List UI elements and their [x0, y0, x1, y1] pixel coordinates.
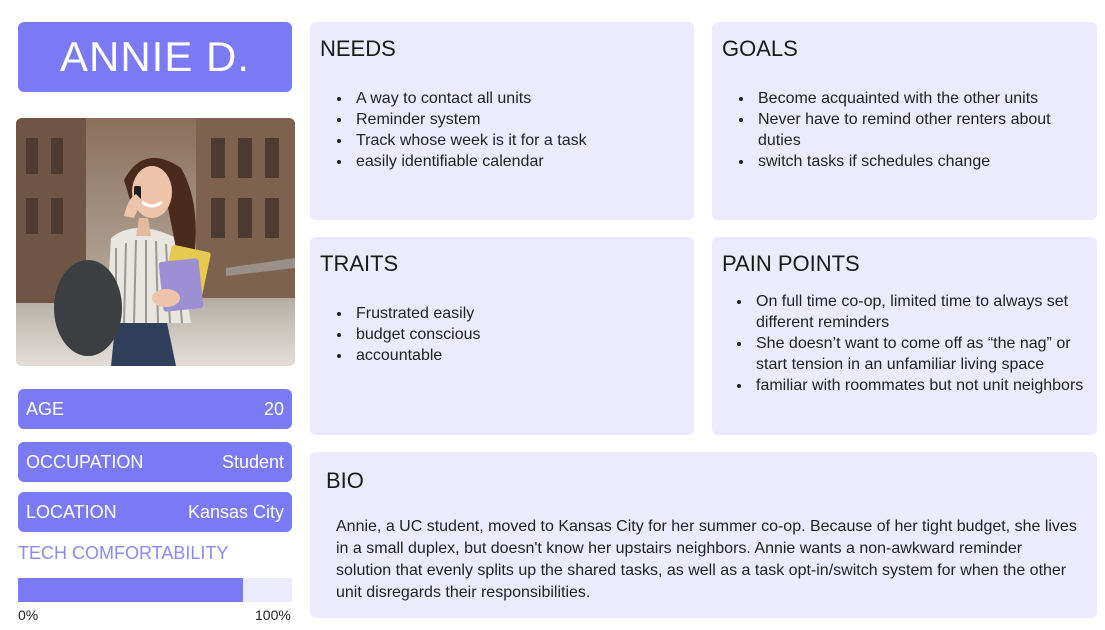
- pain-points-item: • On full time co-op, limited time to always set different reminders: [752, 291, 1087, 333]
- bio-text: Annie, a UC student, moved to Kansas City for her summer co-op. Because of her tight budget, she lives in a small duplex, but doesn't know her upstairs neighbors. Annie wants a non-awkward reminder solution that evenly splits up the shared tasks, as well as a task opt-in/switch system for when the other unit disregards their responsibilities.: [336, 518, 1077, 601]
- location-value: Kansas City: [187, 501, 284, 522]
- persona-name: ANNIE D.: [18, 22, 292, 92]
- pain-points-item: • familiar with roommates but not unit neighbors: [752, 375, 1087, 396]
- needs-item: • easily identifiable calendar: [352, 151, 684, 172]
- traits-item: • Frustrated easily: [352, 303, 684, 324]
- goals-item: • Become acquainted with the other units: [754, 88, 1054, 109]
- pain-points-title: PAIN POINTS: [722, 251, 860, 276]
- needs-card: [310, 22, 694, 220]
- persona-photo: [16, 118, 295, 366]
- pain-points-item: • She doesn’t want to come off as “the nag” or start tension in an unfamiliar living space: [752, 333, 1087, 375]
- goals-item: • Never have to remind other renters about duties: [754, 109, 1054, 151]
- bio-title: BIO: [326, 468, 364, 493]
- traits-title: TRAITS: [320, 251, 399, 276]
- needs-item: • A way to contact all units: [352, 88, 684, 109]
- occupation-value: Student: [221, 451, 284, 472]
- tech-max-label: 100%: [255, 607, 291, 623]
- traits-card: [310, 237, 694, 435]
- age-label: AGE: [26, 398, 65, 419]
- needs-item: • Track whose week is it for a task: [352, 130, 684, 151]
- age-value: 20: [263, 398, 284, 419]
- goals-card: [712, 22, 1097, 220]
- tech-comfortability-label: TECH COMFORTABILITY: [18, 543, 229, 563]
- goals-title: GOALS: [722, 36, 798, 61]
- traits-item: • accountable: [352, 345, 684, 366]
- traits-list: [320, 303, 684, 366]
- tech-comfortability-fill: [18, 578, 243, 602]
- pain-points-list: [722, 291, 1087, 396]
- location-stat: [18, 492, 292, 532]
- age-stat: [18, 389, 292, 429]
- needs-list: [320, 88, 684, 172]
- goals-item: • switch tasks if schedules change: [754, 151, 1054, 172]
- traits-item: • budget conscious: [352, 324, 684, 345]
- occupation-stat: [18, 442, 292, 482]
- needs-item: • Reminder system: [352, 109, 684, 130]
- pain-points-card: [712, 237, 1097, 435]
- needs-title: NEEDS: [320, 36, 396, 61]
- tech-min-label: 0%: [18, 607, 39, 623]
- location-label: LOCATION: [26, 501, 117, 522]
- occupation-label: OCCUPATION: [26, 451, 144, 472]
- bio-card: [310, 452, 1097, 618]
- tech-comfortability-bar: [18, 578, 292, 602]
- goals-list: [722, 88, 1054, 172]
